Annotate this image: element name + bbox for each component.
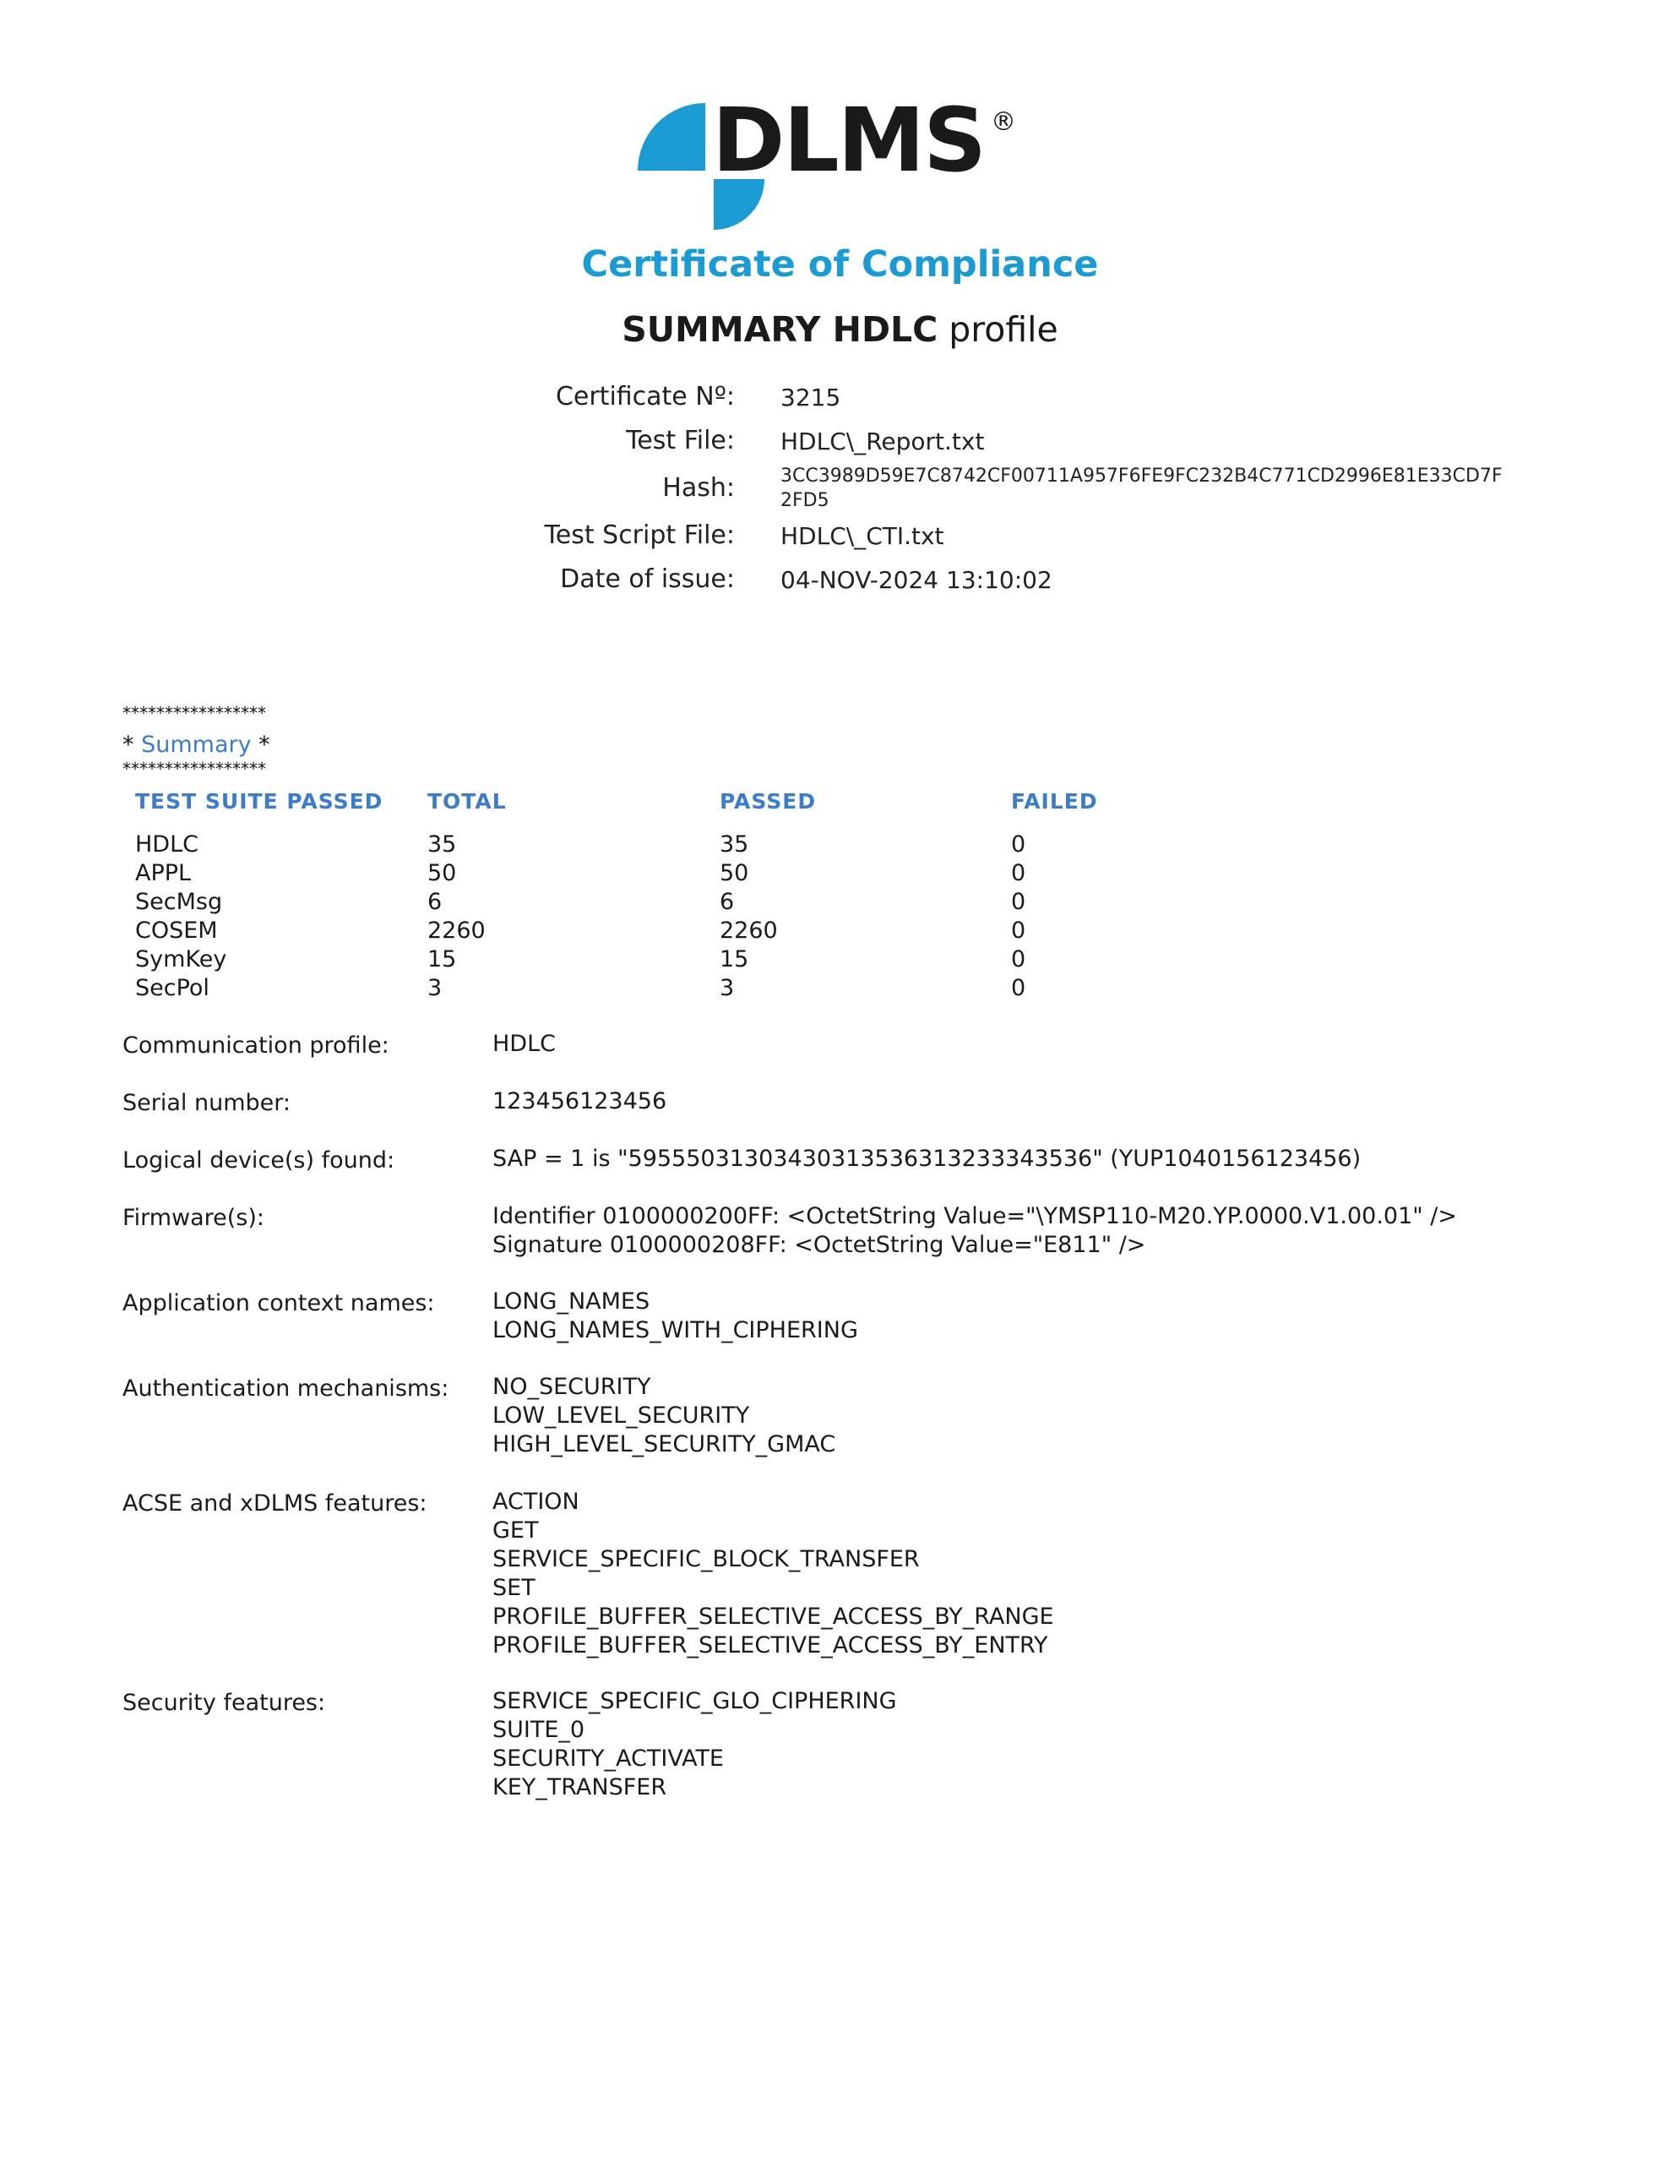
test-file-label: Test File: xyxy=(626,426,735,455)
test-script-label: Test Script File: xyxy=(544,520,735,550)
serial-number-label: Serial number: xyxy=(122,1090,291,1116)
cell-failed: 0 xyxy=(1011,975,1026,1001)
value-line: Identifier 0100000200FF: <OctetString Value="\YMSP110-M20.YP.0000.V1.00.01" /> xyxy=(492,1203,1458,1229)
cell-passed: 50 xyxy=(720,860,749,886)
summary-heading-text: Summary xyxy=(141,732,252,758)
communication-profile-value xyxy=(492,1030,556,1059)
cell-suite: SecMsg xyxy=(135,889,223,915)
cell-suite: COSEM xyxy=(135,918,218,944)
cell-suite: APPL xyxy=(135,860,192,886)
security-value xyxy=(492,1687,897,1802)
cell-failed: 0 xyxy=(1011,946,1026,972)
hash-label: Hash: xyxy=(662,473,735,503)
value-line: GET xyxy=(492,1517,539,1544)
value-line: ACTION xyxy=(492,1489,579,1515)
logo-registered: ® xyxy=(991,107,1016,137)
test-script-value: HDLC\_CTI.txt xyxy=(780,522,944,550)
date-of-issue-value: 04-NOV-2024 13:10:02 xyxy=(780,566,1052,594)
value-line: LONG_NAMES xyxy=(492,1288,650,1315)
cell-failed: 0 xyxy=(1011,831,1026,858)
col-header-total: TOTAL xyxy=(427,789,507,814)
hash-line-2: 2FD5 xyxy=(780,490,829,511)
communication-profile-label: Communication profile: xyxy=(122,1032,389,1059)
cell-failed: 0 xyxy=(1011,860,1026,886)
cell-passed: 3 xyxy=(720,975,735,1001)
value-line: SET xyxy=(492,1575,536,1601)
cell-passed: 35 xyxy=(720,831,749,858)
summary-prefix: * xyxy=(122,732,142,758)
certificate-title: Certificate of Compliance xyxy=(581,243,1099,286)
value-line: Signature 0100000208FF: <OctetString Value="E811" /> xyxy=(492,1232,1146,1258)
cell-total: 3 xyxy=(427,975,443,1001)
auth-label: Authentication mechanisms: xyxy=(122,1375,449,1402)
security-label: Security features: xyxy=(122,1690,326,1716)
summary-title-rest: profile xyxy=(938,309,1058,350)
value-line: SAP = 1 is "59555031303430313536313233343536" (YUP1040156123456) xyxy=(492,1146,1362,1172)
cell-passed: 15 xyxy=(720,946,749,972)
firmware-value xyxy=(492,1202,1457,1260)
firmware-label: Firmware(s): xyxy=(122,1205,264,1231)
logo-wordmark: DLMS xyxy=(712,101,985,192)
hash-line-1: 3CC3989D59E7C8742CF00711A957F6FE9FC232B4C771CD2996E81E33CD7F xyxy=(780,466,1503,487)
summary-heading xyxy=(122,732,270,758)
acse-value xyxy=(492,1488,1054,1660)
logical-devices-label: Logical device(s) found: xyxy=(122,1147,395,1174)
value-line: SERVICE_SPECIFIC_BLOCK_TRANSFER xyxy=(492,1546,920,1572)
cell-failed: 0 xyxy=(1011,889,1026,915)
value-line: KEY_TRANSFER xyxy=(492,1774,667,1800)
value-line: PROFILE_BUFFER_SELECTIVE_ACCESS_BY_ENTRY xyxy=(492,1632,1048,1658)
hash-value xyxy=(780,464,1541,513)
value-line: HDLC xyxy=(492,1031,556,1057)
certificate-no-value: 3215 xyxy=(780,384,841,411)
value-line: 123456123456 xyxy=(492,1088,667,1114)
cell-failed: 0 xyxy=(1011,918,1026,944)
value-line: LOW_LEVEL_SECURITY xyxy=(492,1402,750,1429)
certificate-no-label: Certificate Nº: xyxy=(555,382,735,411)
auth-value xyxy=(492,1373,835,1459)
summary-suffix: * xyxy=(251,732,270,758)
value-line: SERVICE_SPECIFIC_GLO_CIPHERING xyxy=(492,1688,897,1714)
value-line: PROFILE_BUFFER_SELECTIVE_ACCESS_BY_RANGE xyxy=(492,1604,1054,1630)
cell-total: 35 xyxy=(427,831,457,858)
col-header-suite: TEST SUITE PASSED xyxy=(135,789,383,814)
serial-number-value xyxy=(492,1087,666,1116)
app-context-label: Application context names: xyxy=(122,1290,435,1316)
app-context-value xyxy=(492,1288,858,1345)
summary-title xyxy=(0,309,1680,350)
col-header-failed: FAILED xyxy=(1011,789,1098,814)
value-line: SUITE_0 xyxy=(492,1717,585,1743)
logo-mark-top xyxy=(638,103,705,171)
cell-passed: 2260 xyxy=(720,918,778,944)
cell-suite: SecPol xyxy=(135,975,209,1001)
value-line: HIGH_LEVEL_SECURITY_GMAC xyxy=(492,1431,836,1457)
cell-total: 2260 xyxy=(427,918,486,944)
date-of-issue-label: Date of issue: xyxy=(560,564,735,594)
test-file-value: HDLC\_Report.txt xyxy=(780,428,985,455)
cell-total: 15 xyxy=(427,946,457,972)
summary-title-bold: SUMMARY HDLC xyxy=(622,309,938,350)
value-line: NO_SECURITY xyxy=(492,1374,651,1400)
stars-top: ***************** xyxy=(122,703,266,723)
value-line: SECURITY_ACTIVATE xyxy=(492,1746,724,1772)
logical-devices-value xyxy=(492,1145,1361,1174)
cell-suite: HDLC xyxy=(135,831,198,858)
cell-total: 50 xyxy=(427,860,457,886)
dlms-logo xyxy=(638,101,1026,253)
cell-passed: 6 xyxy=(720,889,735,915)
acse-label: ACSE and xDLMS features: xyxy=(122,1490,427,1517)
stars-bottom: ***************** xyxy=(122,759,266,779)
value-line: LONG_NAMES_WITH_CIPHERING xyxy=(492,1317,858,1343)
cell-total: 6 xyxy=(427,889,443,915)
cell-suite: SymKey xyxy=(135,946,227,972)
col-header-passed: PASSED xyxy=(720,789,817,814)
